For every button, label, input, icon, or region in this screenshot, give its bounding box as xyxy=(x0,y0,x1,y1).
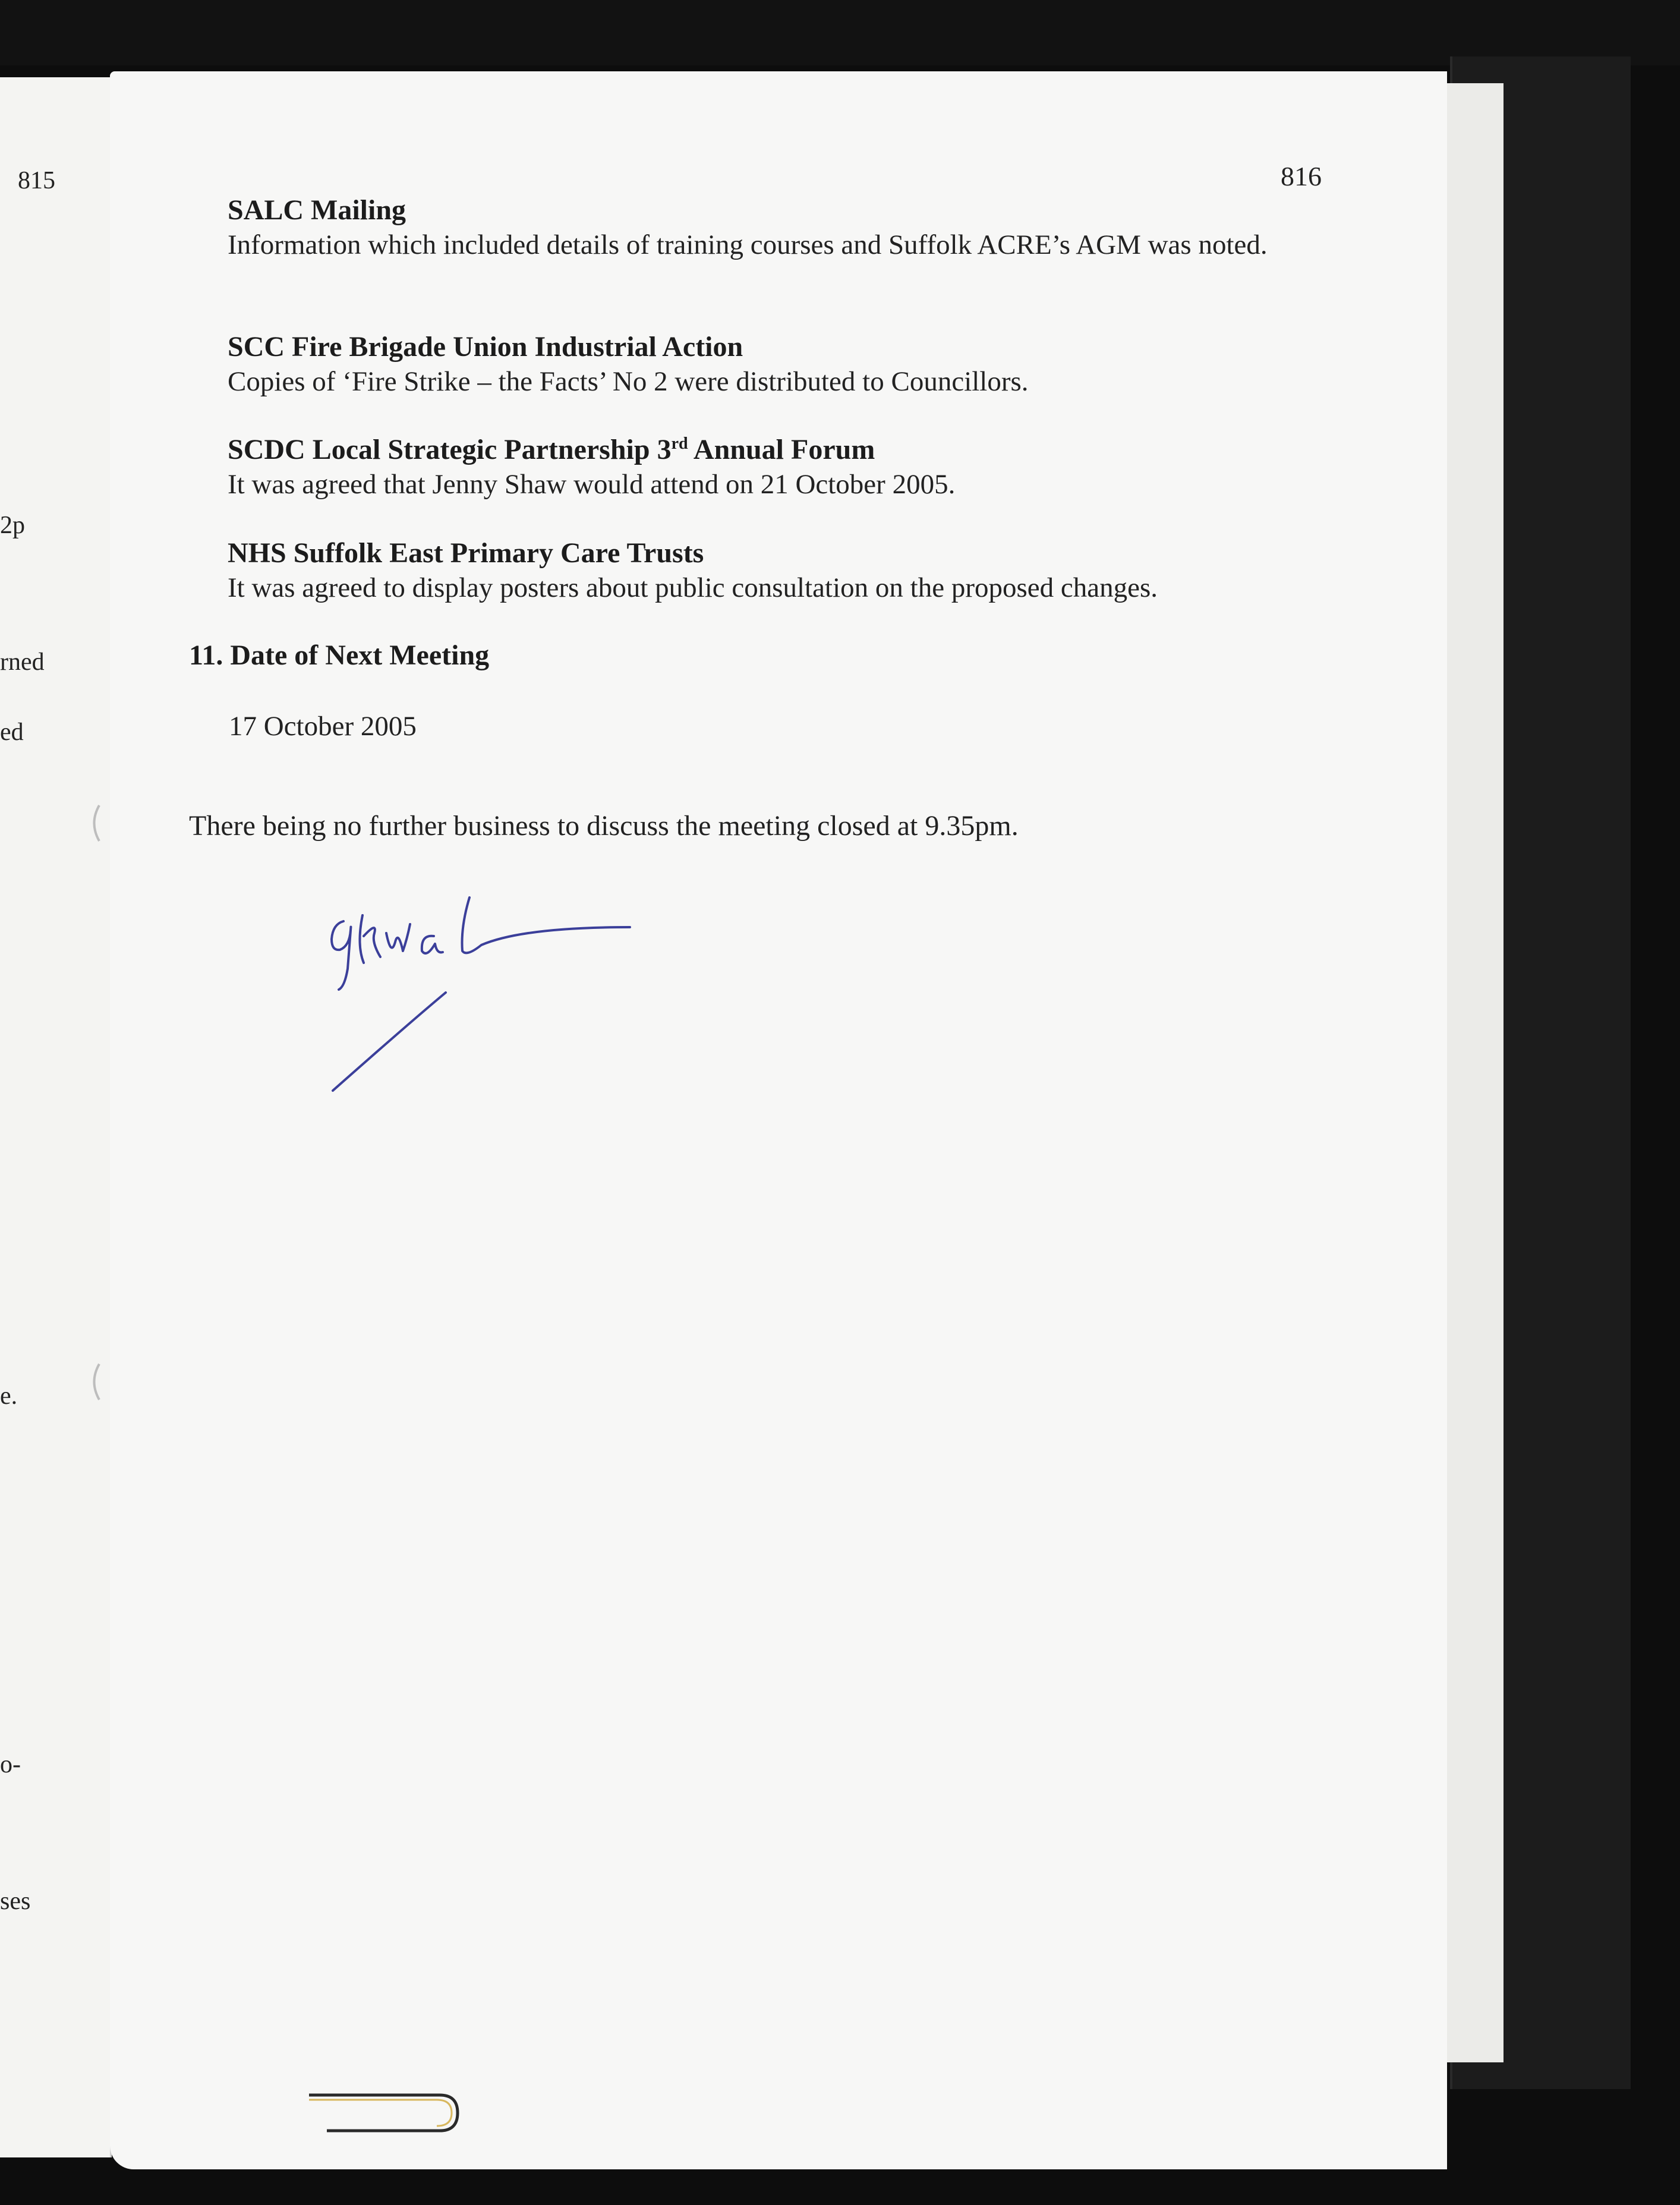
section-heading: SCC Fire Brigade Union Industrial Action xyxy=(228,331,743,363)
item-heading: 11. Date of Next Meeting xyxy=(189,640,490,671)
left-page-fragment: o- xyxy=(0,1751,21,1778)
punch-hole-icon xyxy=(86,802,104,844)
binder-edge xyxy=(0,0,1680,65)
section-body: Copies of ‘Fire Strike – the Facts’ No 2 were distributed to Councillors. xyxy=(228,366,1029,397)
left-page-number: 815 xyxy=(18,167,55,194)
left-page-edge xyxy=(0,77,112,2157)
paperclip-icon xyxy=(309,2089,464,2143)
section-heading: SCDC Local Strategic Partnership 3rd Annual Forum xyxy=(228,434,875,465)
signature xyxy=(321,880,642,1105)
section-fire-brigade xyxy=(228,330,1297,399)
left-page-fragment: e. xyxy=(0,1382,18,1410)
section-heading: NHS Suffolk East Primary Care Trusts xyxy=(228,537,704,569)
page-number: 816 xyxy=(1281,161,1322,191)
left-page-fragment: ed xyxy=(0,719,24,746)
next-meeting-date: 17 October 2005 xyxy=(229,711,417,742)
left-page-fragment: 2p xyxy=(0,512,25,539)
section-strategic-partnership xyxy=(228,433,1297,502)
section-body: It was agreed that Jenny Shaw would attend on 21 October 2005. xyxy=(228,469,956,500)
section-nhs xyxy=(228,536,1297,605)
section-salc-mailing xyxy=(228,193,1297,262)
section-heading: SALC Mailing xyxy=(228,194,406,226)
left-page-fragment: rned xyxy=(0,648,45,676)
punch-hole-icon xyxy=(86,1361,104,1403)
left-page-fragment: ses xyxy=(0,1888,31,1915)
section-body: It was agreed to display posters about public consultation on the proposed changes. xyxy=(228,572,1158,603)
closing-statement: There being no further business to discuss the meeting closed at 9.35pm. xyxy=(189,810,1019,842)
section-body: Information which included details of training courses and Suffolk ACRE’s AGM was noted. xyxy=(228,229,1268,260)
